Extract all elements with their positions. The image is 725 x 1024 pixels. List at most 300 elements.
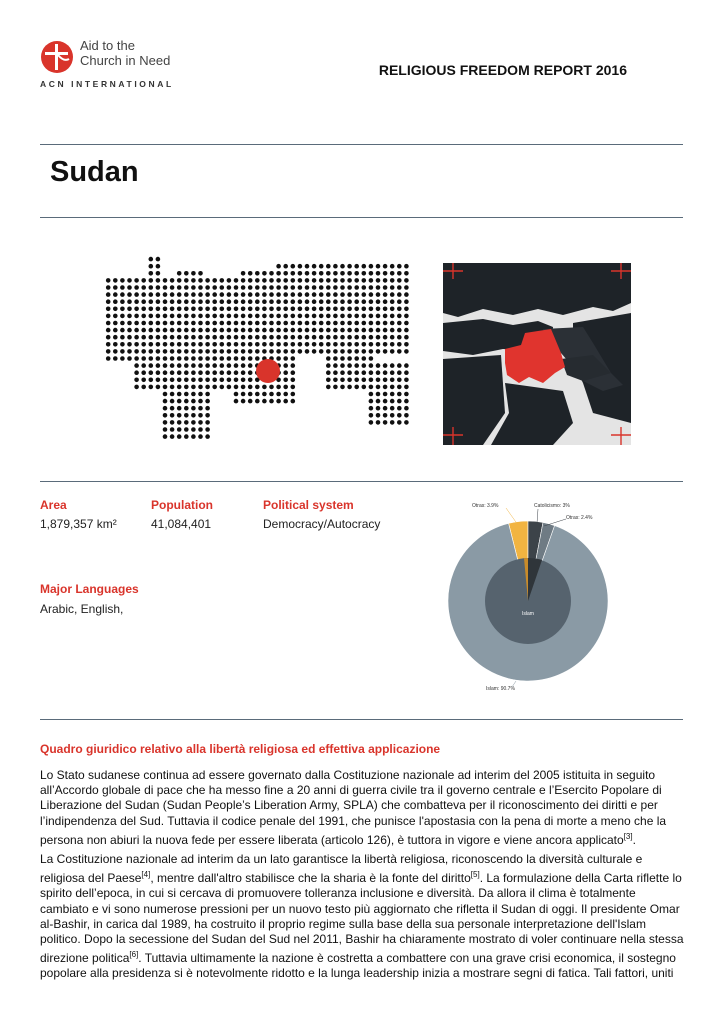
footnote-ref[interactable]: [3] bbox=[623, 831, 633, 841]
map-dot bbox=[376, 292, 381, 297]
map-dot bbox=[404, 378, 409, 383]
map-dot bbox=[376, 392, 381, 397]
divider bbox=[40, 144, 683, 145]
map-dot bbox=[404, 392, 409, 397]
map-dot bbox=[170, 434, 175, 439]
map-dot bbox=[283, 321, 288, 326]
footnote-ref[interactable]: [6] bbox=[129, 950, 139, 960]
map-dot bbox=[177, 321, 182, 326]
map-dot bbox=[134, 370, 139, 375]
map-dot bbox=[220, 321, 225, 326]
map-dot bbox=[305, 292, 310, 297]
slice-label-otras-1: Otras: 3.9% bbox=[472, 503, 499, 509]
world-dot-map bbox=[90, 248, 420, 448]
map-dot bbox=[177, 406, 182, 411]
footnote-ref[interactable]: [4] bbox=[141, 870, 151, 880]
languages-value: Arabic, English, bbox=[40, 602, 124, 616]
map-dot bbox=[205, 314, 210, 319]
map-dot bbox=[397, 307, 402, 312]
map-dot bbox=[333, 378, 338, 383]
map-dot bbox=[184, 292, 189, 297]
map-dot bbox=[205, 427, 210, 432]
map-dot bbox=[404, 349, 409, 354]
map-dot bbox=[269, 399, 274, 404]
map-dot bbox=[120, 292, 125, 297]
map-dot bbox=[362, 299, 367, 304]
map-dot bbox=[291, 307, 296, 312]
map-dot bbox=[354, 299, 359, 304]
slice-label-catolicismo: Catolicismo: 3% bbox=[534, 503, 570, 509]
map-dot bbox=[113, 335, 118, 340]
map-dot bbox=[227, 314, 232, 319]
map-dot bbox=[383, 299, 388, 304]
map-dot bbox=[106, 285, 111, 290]
map-dot bbox=[369, 356, 374, 361]
languages-label: Major Languages bbox=[40, 582, 139, 596]
map-dot bbox=[354, 278, 359, 283]
map-dot bbox=[212, 292, 217, 297]
map-dot bbox=[241, 370, 246, 375]
map-dot bbox=[149, 257, 154, 262]
map-dot bbox=[369, 342, 374, 347]
map-dot bbox=[262, 292, 267, 297]
map-dot bbox=[390, 370, 395, 375]
map-dot bbox=[397, 278, 402, 283]
map-dot bbox=[369, 413, 374, 418]
map-dot bbox=[141, 335, 146, 340]
map-dot bbox=[177, 307, 182, 312]
map-dot bbox=[212, 321, 217, 326]
map-dot bbox=[255, 385, 260, 390]
map-dot bbox=[212, 299, 217, 304]
map-dot bbox=[184, 392, 189, 397]
map-dot bbox=[390, 264, 395, 269]
map-dot bbox=[354, 321, 359, 326]
map-dot bbox=[177, 385, 182, 390]
map-dot bbox=[326, 321, 331, 326]
map-dot bbox=[333, 285, 338, 290]
map-dot bbox=[248, 363, 253, 368]
map-dot bbox=[177, 356, 182, 361]
map-dot bbox=[269, 392, 274, 397]
map-dot bbox=[170, 392, 175, 397]
map-dot bbox=[106, 356, 111, 361]
map-dot bbox=[269, 278, 274, 283]
logo-line-2: Church in Need bbox=[80, 53, 171, 68]
map-dot bbox=[177, 271, 182, 276]
map-dot bbox=[269, 314, 274, 319]
map-dot bbox=[227, 356, 232, 361]
map-dot bbox=[283, 314, 288, 319]
map-dot bbox=[220, 285, 225, 290]
map-dot bbox=[397, 292, 402, 297]
map-dot bbox=[156, 363, 161, 368]
map-dot bbox=[205, 328, 210, 333]
map-dot bbox=[141, 314, 146, 319]
logo-subtitle: ACN INTERNATIONAL bbox=[40, 79, 174, 89]
map-dot bbox=[241, 349, 246, 354]
map-dot bbox=[184, 420, 189, 425]
map-dot bbox=[205, 385, 210, 390]
map-dot bbox=[113, 278, 118, 283]
map-dot bbox=[170, 420, 175, 425]
map-dot bbox=[163, 406, 168, 411]
map-dot bbox=[191, 363, 196, 368]
map-dot bbox=[127, 307, 132, 312]
footnote-ref[interactable]: [5] bbox=[470, 870, 480, 880]
map-dot bbox=[376, 370, 381, 375]
map-dot bbox=[163, 328, 168, 333]
map-dot bbox=[369, 264, 374, 269]
map-dot bbox=[376, 285, 381, 290]
map-dot bbox=[198, 427, 203, 432]
map-dot bbox=[340, 264, 345, 269]
map-dot bbox=[205, 321, 210, 326]
map-dot bbox=[347, 328, 352, 333]
map-dot bbox=[163, 392, 168, 397]
map-dot bbox=[241, 335, 246, 340]
map-dot bbox=[156, 264, 161, 269]
map-dot bbox=[170, 292, 175, 297]
map-dot bbox=[383, 413, 388, 418]
map-dot bbox=[276, 342, 281, 347]
map-dot bbox=[326, 335, 331, 340]
map-dot bbox=[298, 292, 303, 297]
leader-line bbox=[537, 509, 538, 523]
map-dot bbox=[241, 378, 246, 383]
map-dot bbox=[177, 378, 182, 383]
map-dot bbox=[283, 385, 288, 390]
map-dot bbox=[369, 370, 374, 375]
map-dot bbox=[191, 307, 196, 312]
map-dot bbox=[241, 392, 246, 397]
map-dot bbox=[291, 363, 296, 368]
map-dot bbox=[354, 307, 359, 312]
map-dot bbox=[234, 399, 239, 404]
map-dot bbox=[220, 314, 225, 319]
map-dot bbox=[163, 299, 168, 304]
map-dot bbox=[262, 349, 267, 354]
map-dot bbox=[362, 378, 367, 383]
map-dot bbox=[220, 378, 225, 383]
map-dot bbox=[177, 434, 182, 439]
map-dot bbox=[184, 349, 189, 354]
map-dot bbox=[149, 292, 154, 297]
map-dot bbox=[184, 399, 189, 404]
map-dot bbox=[305, 264, 310, 269]
map-dot bbox=[362, 285, 367, 290]
map-dot bbox=[191, 342, 196, 347]
map-dot bbox=[191, 406, 196, 411]
map-dot bbox=[383, 406, 388, 411]
map-dot bbox=[397, 378, 402, 383]
map-dot bbox=[340, 271, 345, 276]
map-dot bbox=[291, 356, 296, 361]
map-dot bbox=[177, 292, 182, 297]
map-dot bbox=[149, 278, 154, 283]
map-dot bbox=[376, 399, 381, 404]
map-dot bbox=[255, 321, 260, 326]
map-dot bbox=[347, 271, 352, 276]
map-dot bbox=[262, 342, 267, 347]
map-dot bbox=[184, 385, 189, 390]
map-dot bbox=[326, 285, 331, 290]
map-dot bbox=[134, 342, 139, 347]
map-dot bbox=[198, 285, 203, 290]
map-dot bbox=[191, 285, 196, 290]
map-dot bbox=[198, 349, 203, 354]
map-dot bbox=[191, 420, 196, 425]
map-dot bbox=[170, 285, 175, 290]
map-dot bbox=[376, 406, 381, 411]
map-dot bbox=[248, 356, 253, 361]
map-dot bbox=[340, 321, 345, 326]
map-dot bbox=[255, 278, 260, 283]
map-dot bbox=[269, 292, 274, 297]
divider bbox=[40, 217, 683, 218]
map-dot bbox=[276, 299, 281, 304]
map-dot bbox=[397, 420, 402, 425]
map-dot bbox=[333, 385, 338, 390]
cross-logo-icon bbox=[40, 40, 74, 74]
map-dot bbox=[340, 278, 345, 283]
map-dot bbox=[383, 363, 388, 368]
map-dot bbox=[369, 314, 374, 319]
map-dot bbox=[113, 328, 118, 333]
map-dot bbox=[404, 342, 409, 347]
map-dot bbox=[198, 434, 203, 439]
map-dot bbox=[362, 342, 367, 347]
divider bbox=[40, 481, 683, 482]
map-dot bbox=[347, 314, 352, 319]
map-dot bbox=[134, 363, 139, 368]
map-dot bbox=[248, 271, 253, 276]
map-dot bbox=[305, 299, 310, 304]
map-dot bbox=[241, 363, 246, 368]
map-dot bbox=[347, 335, 352, 340]
map-dot bbox=[156, 271, 161, 276]
map-dot bbox=[170, 335, 175, 340]
religion-donut-chart bbox=[446, 495, 610, 695]
map-dot bbox=[333, 314, 338, 319]
map-dot bbox=[276, 264, 281, 269]
map-dot bbox=[212, 285, 217, 290]
map-dot bbox=[120, 335, 125, 340]
map-dot bbox=[383, 278, 388, 283]
map-dot bbox=[298, 349, 303, 354]
map-dot bbox=[220, 349, 225, 354]
map-dot bbox=[376, 363, 381, 368]
paragraph-text: , mentre dall'altro stabilisce che la sharia è la fonte del diritto bbox=[150, 871, 471, 886]
map-dot bbox=[156, 285, 161, 290]
map-dot bbox=[134, 335, 139, 340]
map-dot bbox=[333, 299, 338, 304]
map-dot bbox=[312, 328, 317, 333]
map-dot bbox=[212, 378, 217, 383]
map-dot bbox=[106, 349, 111, 354]
map-dot bbox=[141, 285, 146, 290]
map-dot bbox=[191, 356, 196, 361]
map-dot bbox=[291, 314, 296, 319]
map-dot bbox=[354, 335, 359, 340]
area-label: Area bbox=[40, 498, 67, 512]
map-dot bbox=[141, 342, 146, 347]
divider bbox=[40, 719, 683, 720]
map-dot bbox=[326, 385, 331, 390]
map-dot bbox=[177, 399, 182, 404]
map-dot bbox=[404, 285, 409, 290]
map-dot bbox=[149, 264, 154, 269]
map-dot bbox=[376, 385, 381, 390]
map-dot bbox=[141, 385, 146, 390]
map-dot bbox=[312, 335, 317, 340]
map-dot bbox=[141, 370, 146, 375]
map-dot bbox=[227, 349, 232, 354]
map-dot bbox=[276, 307, 281, 312]
map-dot bbox=[404, 328, 409, 333]
map-dot bbox=[113, 285, 118, 290]
map-dot bbox=[291, 399, 296, 404]
map-dot bbox=[283, 399, 288, 404]
map-dot bbox=[170, 314, 175, 319]
map-dot bbox=[134, 307, 139, 312]
map-dot bbox=[347, 264, 352, 269]
map-dot bbox=[198, 299, 203, 304]
map-dot bbox=[298, 321, 303, 326]
map-dot bbox=[340, 307, 345, 312]
map-dot bbox=[134, 285, 139, 290]
map-dot bbox=[212, 349, 217, 354]
map-dot bbox=[113, 349, 118, 354]
map-dot bbox=[276, 292, 281, 297]
map-dot bbox=[269, 321, 274, 326]
map-dot bbox=[404, 385, 409, 390]
map-dot bbox=[390, 299, 395, 304]
map-dot bbox=[127, 342, 132, 347]
map-dot bbox=[177, 285, 182, 290]
map-dot bbox=[369, 392, 374, 397]
map-dot bbox=[369, 349, 374, 354]
map-dot bbox=[319, 314, 324, 319]
map-dot bbox=[234, 349, 239, 354]
map-dot bbox=[255, 349, 260, 354]
map-dot bbox=[248, 392, 253, 397]
map-dot bbox=[234, 328, 239, 333]
map-dot bbox=[227, 321, 232, 326]
map-dot bbox=[383, 392, 388, 397]
map-dot bbox=[234, 363, 239, 368]
map-dot bbox=[333, 321, 338, 326]
map-dot bbox=[241, 314, 246, 319]
map-dot bbox=[198, 413, 203, 418]
map-dot bbox=[319, 271, 324, 276]
map-dot bbox=[326, 356, 331, 361]
map-dot bbox=[283, 307, 288, 312]
map-dot bbox=[227, 278, 232, 283]
map-dot bbox=[362, 264, 367, 269]
map-dot bbox=[170, 307, 175, 312]
map-dot bbox=[354, 314, 359, 319]
map-dot bbox=[163, 335, 168, 340]
map-dot bbox=[369, 328, 374, 333]
map-dot bbox=[397, 271, 402, 276]
map-dot bbox=[269, 299, 274, 304]
map-dot bbox=[127, 328, 132, 333]
map-dot bbox=[276, 385, 281, 390]
map-dot bbox=[305, 321, 310, 326]
map-dot bbox=[184, 321, 189, 326]
map-dot bbox=[134, 278, 139, 283]
map-dot bbox=[227, 363, 232, 368]
map-dot bbox=[255, 342, 260, 347]
area-value: 1,879,357 km² bbox=[40, 517, 117, 531]
map-dot bbox=[177, 363, 182, 368]
map-dot bbox=[354, 292, 359, 297]
map-dot bbox=[383, 271, 388, 276]
map-dot bbox=[397, 335, 402, 340]
map-dot bbox=[404, 370, 409, 375]
map-dot bbox=[255, 271, 260, 276]
map-dot bbox=[362, 363, 367, 368]
paragraph-text: Lo Stato sudanese continua ad essere governato dalla Costituzione nazionale ad interim del 2005 istituita in seguito all’Accordo globale di pace che ha messo fine a 20 anni di guerra civile tra il governo centrale e l’Esercito Popolare di Liberazione del Sudan (Sudan People’s Liberation Army, SPLA) che combatteva per il riconoscimento dei diritti e per l’indipendenza del Sud. Tuttavia il codice penale del 1991, che punisce l'apostasia con la pena di morte a meno che la persona non abiuri la nuova fede per essere liberata (articolo 126), è tuttora in vigore e viene ancora applicato bbox=[40, 768, 667, 847]
map-dot bbox=[205, 278, 210, 283]
map-dot bbox=[298, 299, 303, 304]
map-dot bbox=[319, 292, 324, 297]
map-dot bbox=[312, 271, 317, 276]
map-dot bbox=[184, 378, 189, 383]
map-dot bbox=[298, 307, 303, 312]
map-dot bbox=[163, 349, 168, 354]
map-dot bbox=[390, 328, 395, 333]
map-dot bbox=[177, 335, 182, 340]
map-dot bbox=[134, 321, 139, 326]
map-dot bbox=[156, 385, 161, 390]
map-dot bbox=[149, 285, 154, 290]
map-dot bbox=[248, 385, 253, 390]
map-dot bbox=[262, 385, 267, 390]
map-dot bbox=[127, 278, 132, 283]
map-dot bbox=[120, 285, 125, 290]
map-dot bbox=[205, 292, 210, 297]
map-dot bbox=[376, 342, 381, 347]
map-dot bbox=[376, 271, 381, 276]
map-dot bbox=[291, 271, 296, 276]
map-dot bbox=[383, 285, 388, 290]
map-dot bbox=[376, 299, 381, 304]
map-dot bbox=[283, 349, 288, 354]
map-dot bbox=[362, 370, 367, 375]
map-dot bbox=[319, 285, 324, 290]
map-dot bbox=[376, 314, 381, 319]
map-dot bbox=[376, 328, 381, 333]
political-system-value: Democracy/Autocracy bbox=[263, 517, 381, 531]
map-dot bbox=[291, 378, 296, 383]
map-dot bbox=[276, 356, 281, 361]
map-dot bbox=[227, 385, 232, 390]
map-dot bbox=[390, 321, 395, 326]
map-dot bbox=[149, 378, 154, 383]
map-dot bbox=[184, 370, 189, 375]
map-dot bbox=[362, 328, 367, 333]
slice-label-otras-2: Otras: 2.4% bbox=[566, 515, 593, 521]
map-dot bbox=[163, 413, 168, 418]
map-dot bbox=[248, 285, 253, 290]
map-dot bbox=[326, 370, 331, 375]
map-dot bbox=[205, 399, 210, 404]
map-dot bbox=[248, 299, 253, 304]
map-dot bbox=[340, 378, 345, 383]
map-dot bbox=[369, 307, 374, 312]
